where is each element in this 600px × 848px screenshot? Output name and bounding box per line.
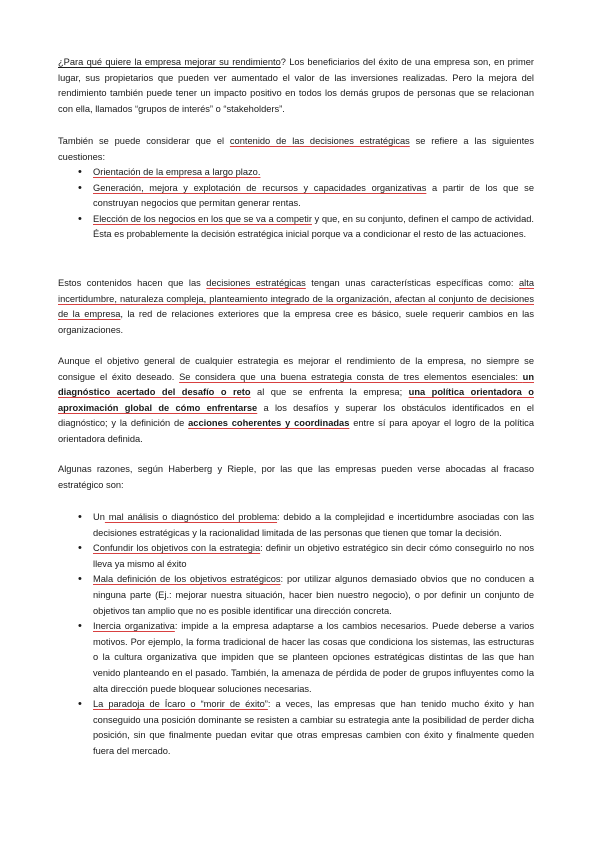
bullet-icon: • [78, 181, 82, 194]
failure-reasons-list [58, 510, 534, 760]
bullet-icon: • [78, 620, 82, 633]
bullet-icon: • [78, 698, 82, 711]
bullet-icon: • [78, 542, 82, 555]
paragraph-caracteristicas: Estos contenidos hacen que las decisiones estratégicas tengan unas características específicas como: alta incertidumbre, naturaleza compleja, planteamiento integrado de la organización, afectan al conjunto de decisiones de la empresa, la red de relaciones exteriores que la empresa cree es básico, suele requerir cambios en las organizaciones. [58, 278, 534, 335]
paragraph-contenido: También se puede considerar que el contenido de las decisiones estratégicas se refiere a las siguientes cuestiones: [58, 136, 534, 162]
paragraph-intro: ¿Para qué quiere la empresa mejorar su rendimiento? Los beneficiarios del éxito de una empresa son, en primer lugar, sus propietarios que pueden ver aumentado el valor de las inversiones realizadas. Pero la mejora del rendimiento también puede tener un impacto positivo en todos los demás grupos de personas que se relacionan con ella, llamados “grupos de interés” o “stakeholders”. [58, 57, 534, 114]
bullet-icon: • [78, 212, 82, 225]
content-list [58, 165, 534, 243]
list-item: • Un mal análisis o diagnóstico del problema: debido a la complejidad e incertidumbre asociadas con las decisiones estratégicas y la racionalidad limitada de las personas que tienen que tomar la decisión. [78, 511, 534, 538]
bullet-icon: • [78, 573, 82, 586]
paragraph-estrategia: Aunque el objetivo general de cualquier estrategia es mejorar el rendimiento de la empresa, no siempre se consigue el éxito deseado. Se considera que una buena estrategia consta de tres elementos esenciales: un diagnóstico acertado del desafío o reto al que se enfrenta la empresa; una política orientadora o aproximación global de cómo enfrentarse a los desafíos y superar los obstáculos identificados en el diagnóstico; y la definición de acciones coherentes y coordinadas entre sí para apoyar el logro de la política orientadora definida. [58, 356, 534, 444]
list-item: • Elección de los negocios en los que se va a competir y que, en su conjunto, definen el campo de actividad. Ésta es probablemente la decisión estratégica inicial porque va a condicionar el resto de las actuaciones. [78, 212, 534, 240]
bullet-icon: • [78, 166, 82, 178]
list-item: • La paradoja de Ícaro o “morir de éxito”: a veces, las empresas que han tenido mucho éxito y han conseguido una posición dominante se resisten a cambiar su estrategia ante la posibilidad de perder dicha posición, sin que finalmente puedan evitar que otras empresas cambien con éxito y finalmente queden fuera del mercado. [78, 698, 535, 756]
bullet-icon: • [78, 511, 82, 523]
question-heading: ¿Para qué quiere la empresa mejorar su rendimiento [58, 57, 281, 67]
list-item: • Mala definición de los objetivos estratégicos: por utilizar algunos demasiado obvios que no conducen a ninguna parte (Ej.: mejorar nuestra situación, hacer bien nuestro negocio), o por definir un conjunto de objetivos tan amplio que no es posible identificar una dirección concreta. [78, 573, 535, 616]
paragraph-razones: Algunas razones, según Haberberg y Rieple, por las que las empresas pueden verse abocadas al fracaso estratégico son: [58, 464, 534, 490]
list-item: • Inercia organizativa: impide a la empresa adaptarse a los cambios necesarios. Puede deberse a varios motivos. Por ejemplo, la forma tradicional de hacer las cosas que condiciona los sistemas, las estructuras o la cultura organizativa que impiden que se planteen opciones estratégicas distintas de las que han venido planteando en el pasado. También, la amenaza de pérdida de poder de grupos influyentes como la alta dirección puede bloquear soluciones necesarias. [78, 620, 535, 694]
list-item: • Generación, mejora y explotación de recursos y capacidades organizativas a partir de los que se construyan negocios que permitan generar rentas. [78, 181, 535, 209]
list-item: • Confundir los objetivos con la estrategia: definir un objetivo estratégico sin decir cómo conseguirlo no nos lleva ya mismo al éxito [78, 542, 534, 569]
list-item: • Orientación de la empresa a largo plazo. [58, 165, 534, 181]
